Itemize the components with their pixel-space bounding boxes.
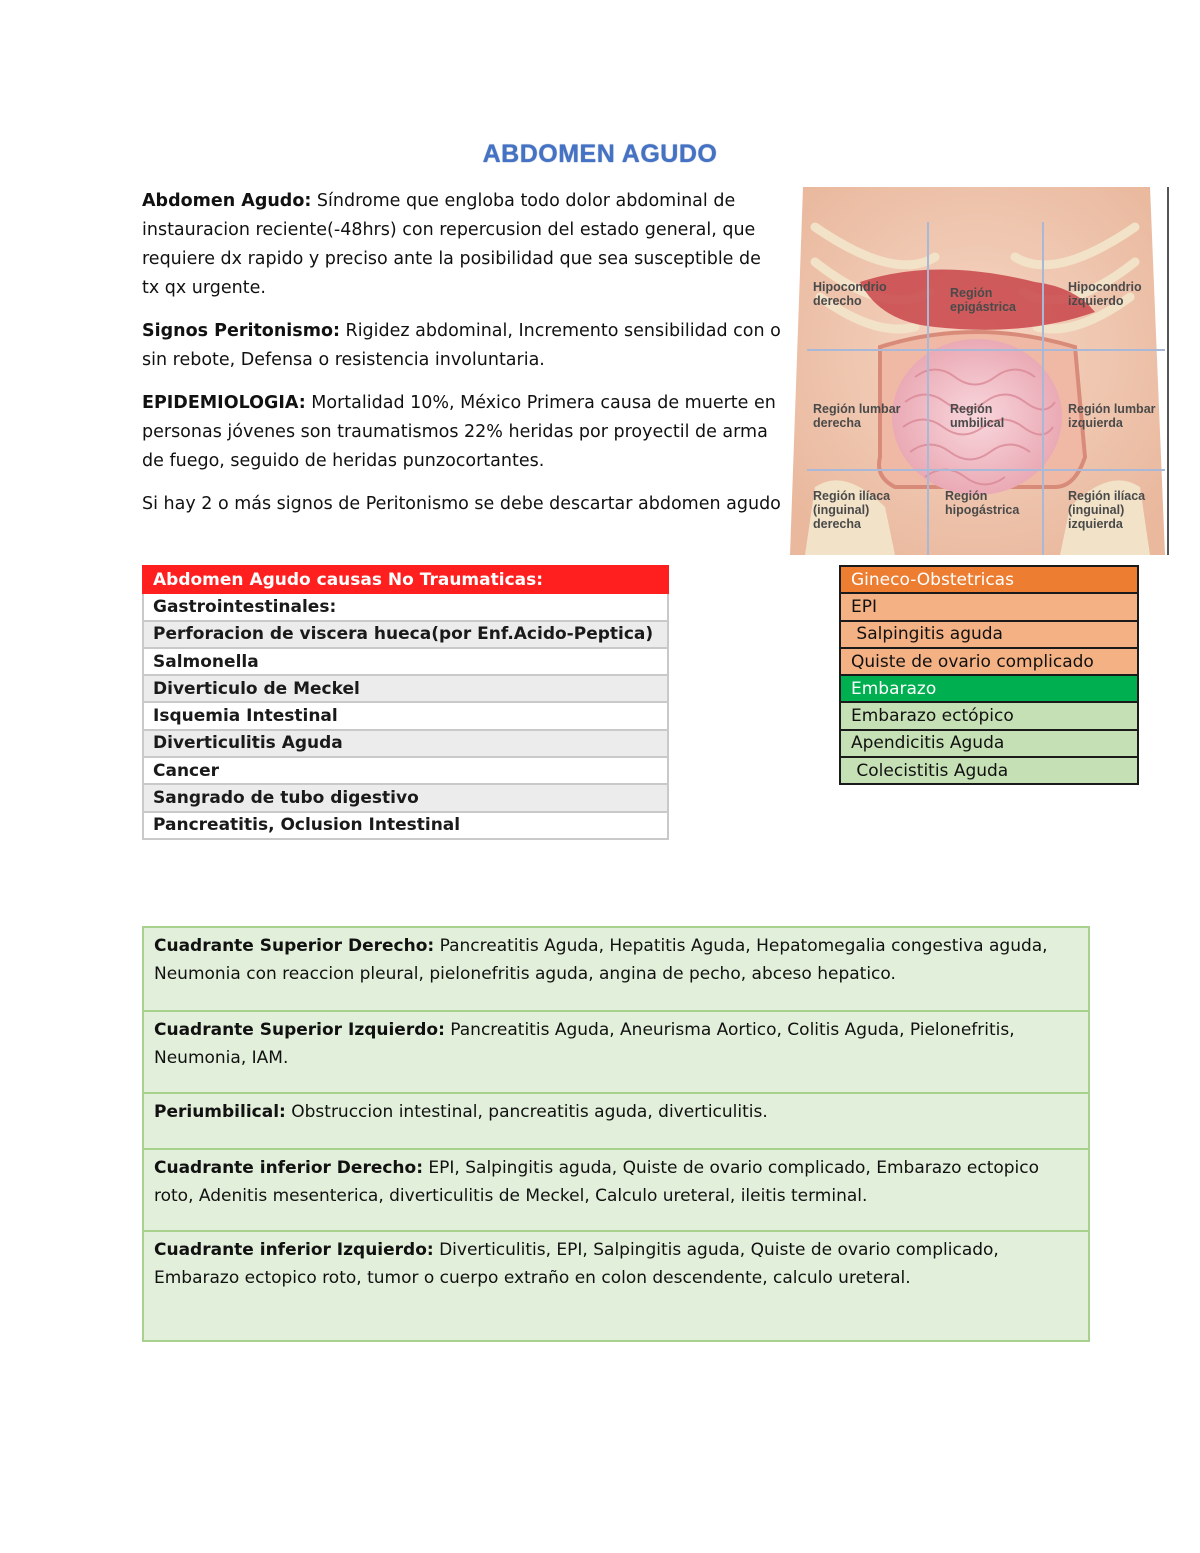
quadrant-entry: Cuadrante inferior Izquierdo: Diverticulitis, EPI, Salpingitis aguda, Quiste de ovario complicado, Embarazo ectopico roto, tumor o cuerpo extraño en colon descendente, calculo ureteral. <box>154 1240 999 1288</box>
region-label: Región hipogástrica <box>945 489 1020 517</box>
page-title: ABDOMEN AGUDO <box>482 140 718 168</box>
region-label: Región umbilical <box>950 402 1005 430</box>
quadrants-box <box>142 926 1090 1342</box>
peritonism-paragraph: Signos Peritonismo: Rigidez abdominal, Incremento sensibilidad con o sin rebote, Defensa o resistencia involuntaria. <box>142 321 781 370</box>
region-label: Región ilíaca (inguinal) izquierda <box>1068 489 1146 531</box>
quadrant-entry: Cuadrante Superior Izquierdo: Pancreatitis Aguda, Aneurisma Aortico, Colitis Aguda, Pielonefritis, Neumonia, IAM. <box>144 1012 1088 1094</box>
table-row: Gastrointestinales: <box>143 593 668 620</box>
region-label: Hipocondrio izquierdo <box>1068 280 1142 308</box>
intro-text <box>142 187 782 533</box>
table-row: Isquemia Intestinal <box>143 702 668 729</box>
table-row: Sangrado de tubo digestivo <box>143 784 668 811</box>
table-row: Colecistitis Aguda <box>840 757 1138 784</box>
table-row: EPI <box>840 593 1138 620</box>
table-row: Embarazo ectópico <box>840 702 1138 729</box>
quadrant-entry: Periumbilical: Obstruccion intestinal, pancreatitis aguda, diverticulitis. <box>144 1094 1088 1150</box>
table-row: Diverticulo de Meckel <box>143 675 668 702</box>
note-paragraph: Si hay 2 o más signos de Peritonismo se debe descartar abdomen agudo <box>142 494 781 514</box>
table-header: Gineco-Obstetricas <box>840 566 1138 593</box>
table-header: Abdomen Agudo causas No Traumaticas: <box>143 566 668 593</box>
region-label: Región epigástrica <box>950 286 1017 314</box>
quadrant-entry: Cuadrante inferior Derecho: EPI, Salpingitis aguda, Quiste de ovario complicado, Embarazo ectopico roto, Adenitis mesenterica, diverticulitis de Meckel, Calculo ureteral, ileitis terminal. <box>144 1150 1088 1232</box>
region-label: Región lumbar derecha <box>813 402 901 430</box>
table-row: Apendicitis Aguda <box>840 730 1138 757</box>
table-row: Perforacion de viscera hueca(por Enf.Acido-Peptica) <box>143 621 668 648</box>
region-label: Región ilíaca (inguinal) derecha <box>813 489 891 531</box>
region-label: Región lumbar izquierda <box>1068 402 1156 430</box>
table-row: Salpingitis aguda <box>840 621 1138 648</box>
abdomen-regions-figure <box>785 187 1170 555</box>
table-row: Salmonella <box>143 648 668 675</box>
table-row: Quiste de ovario complicado <box>840 648 1138 675</box>
non-traumatic-causes-table <box>142 565 669 840</box>
table-row: Diverticulitis Aguda <box>143 730 668 757</box>
region-label: Hipocondrio derecho <box>813 280 887 308</box>
table-row: Pancreatitis, Oclusion Intestinal <box>143 812 668 839</box>
epidemiology-paragraph: EPIDEMIOLOGIA: Mortalidad 10%, México Primera causa de muerte en personas jóvenes son traumatismos 22% heridas por proyectil de arma de fuego, seguido de heridas punzocortantes. <box>142 393 776 471</box>
quadrant-entry: Cuadrante Superior Derecho: Pancreatitis Aguda, Hepatitis Aguda, Hepatomegalia congestiva aguda, Neumonia con reaccion pleural, pielonefritis aguda, angina de pecho, abceso hepatico. <box>144 928 1088 1012</box>
gineco-obstetric-table <box>839 565 1139 785</box>
table-header: Embarazo <box>840 675 1138 702</box>
table-row: Cancer <box>143 757 668 784</box>
definition-paragraph: Abdomen Agudo: Síndrome que engloba todo dolor abdominal de instauracion reciente(-48hrs) con repercusion del estado general, que requiere dx rapido y preciso ante la posibilidad que sea susceptible de tx qx urgente. <box>142 191 761 298</box>
